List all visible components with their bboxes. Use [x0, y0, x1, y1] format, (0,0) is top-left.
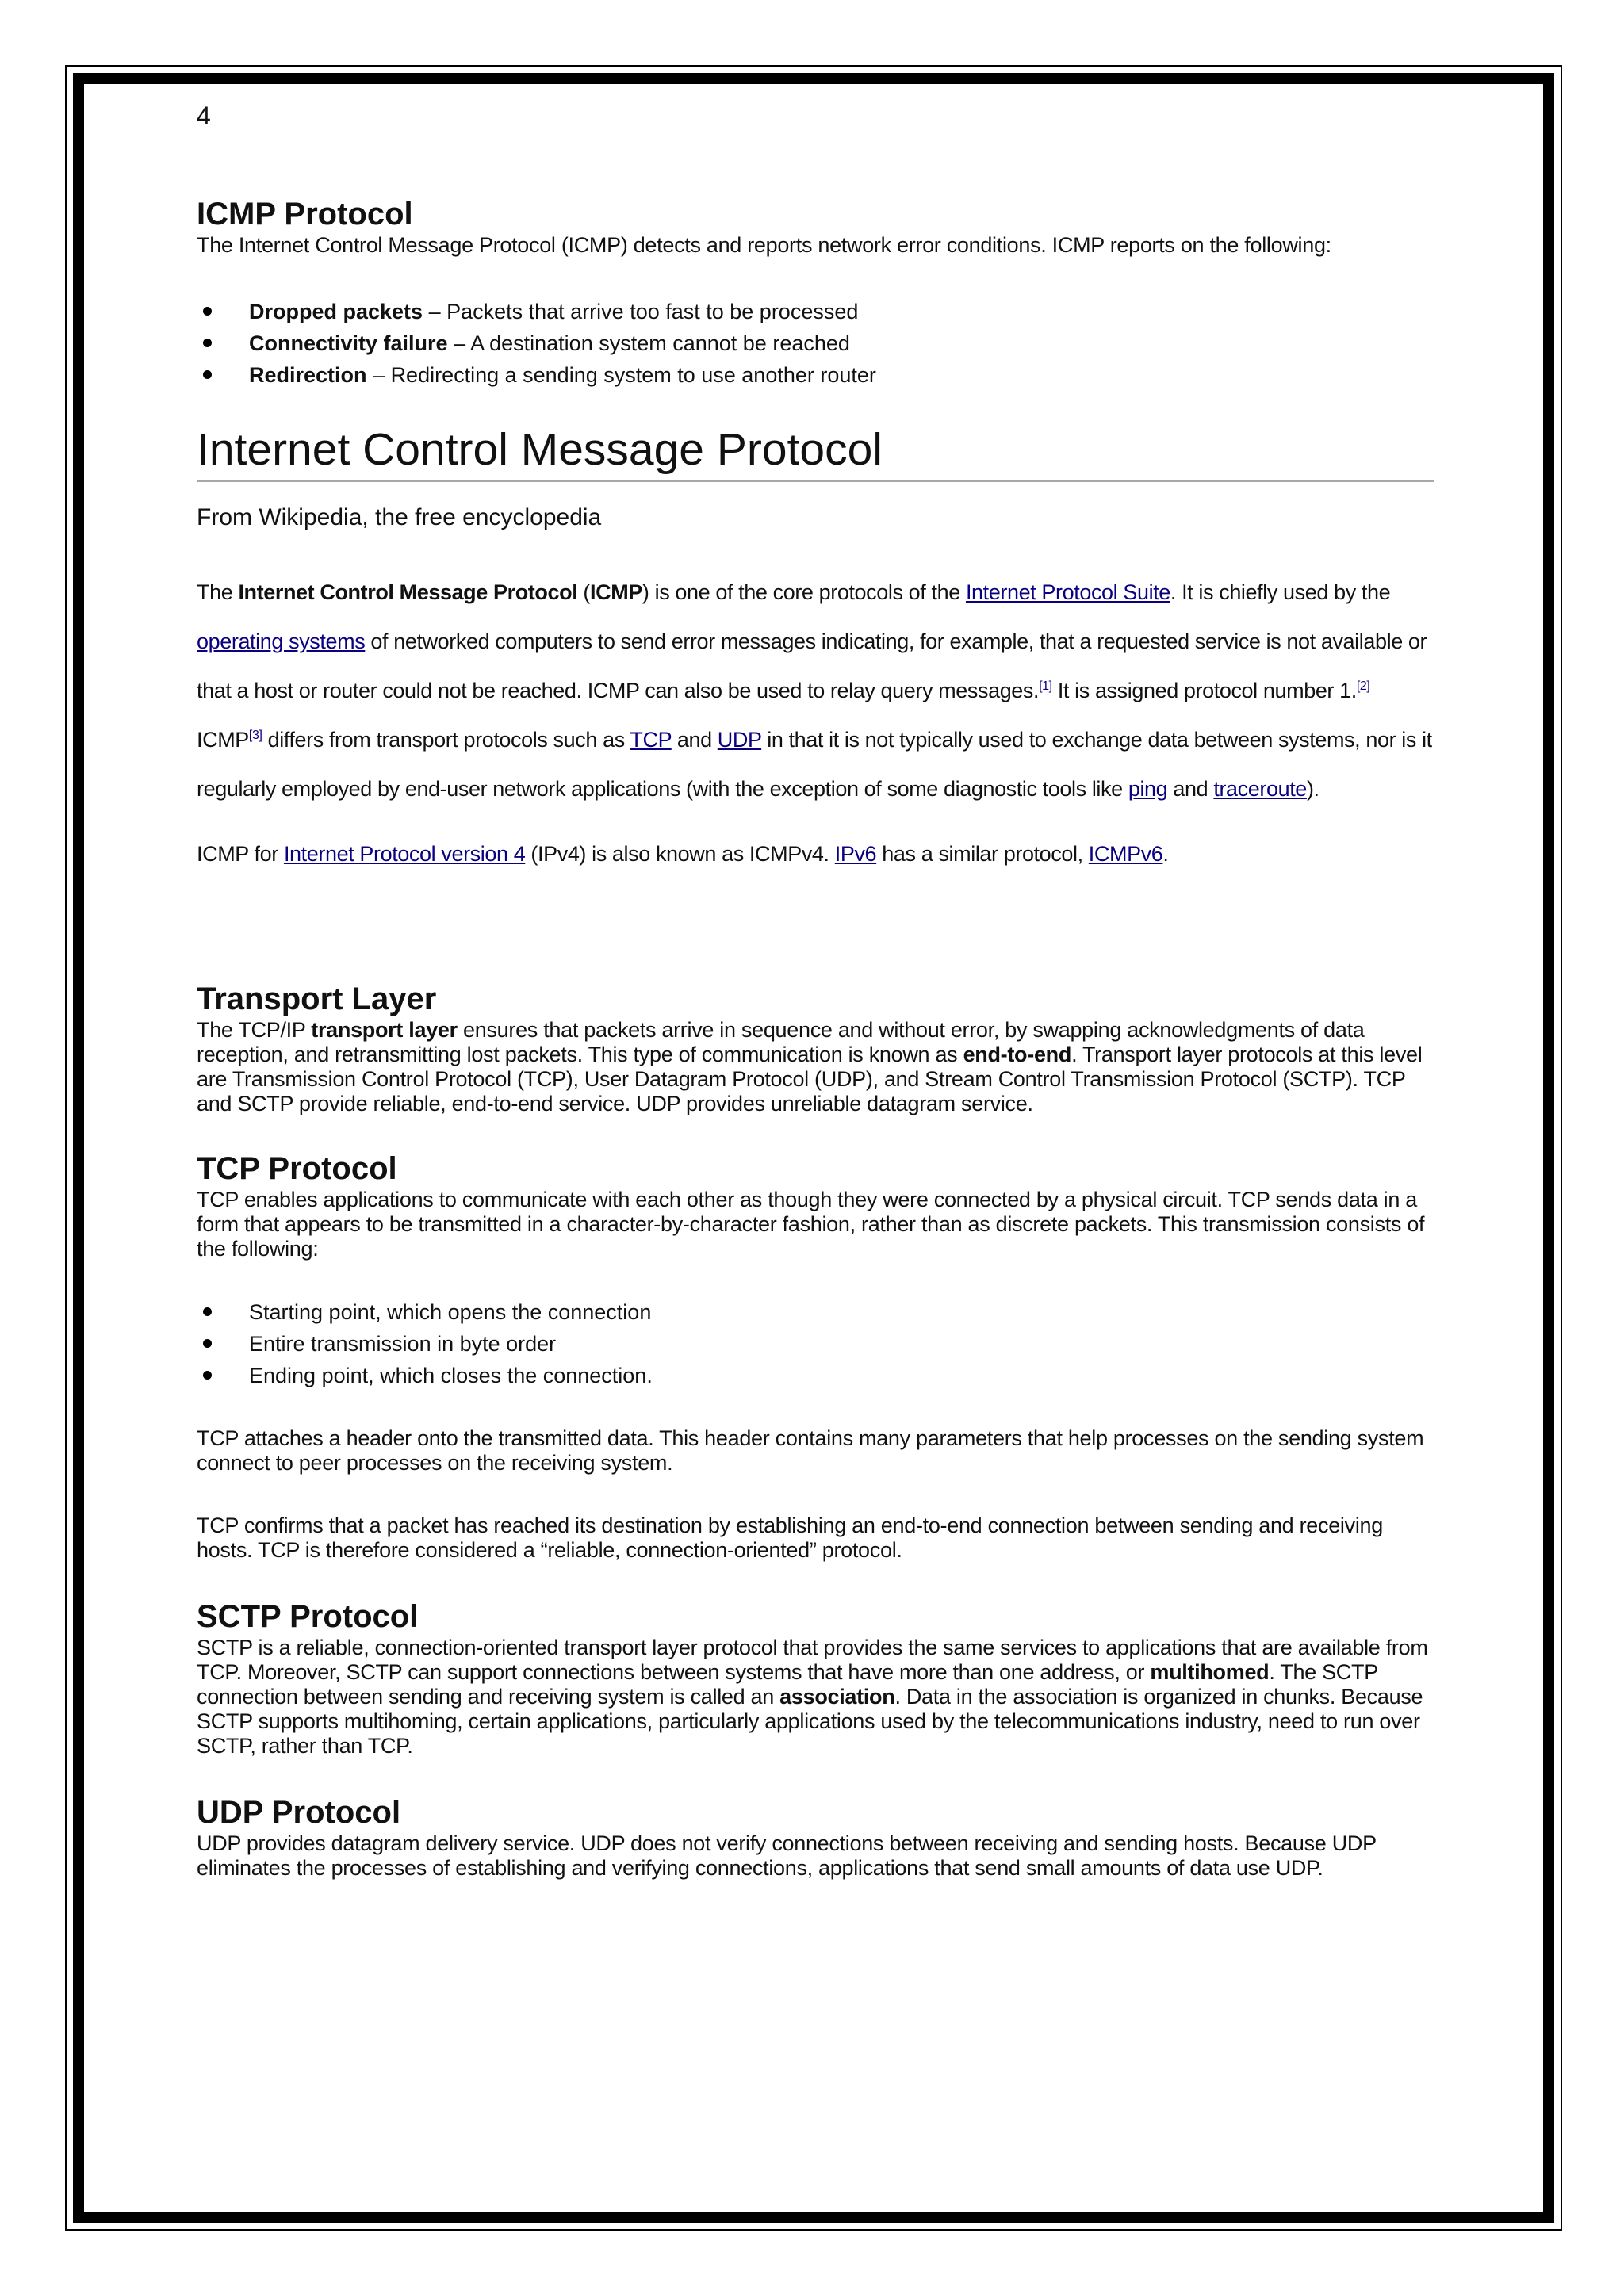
- transport-section: [197, 980, 1434, 1116]
- list-item: Entire transmission in byte order: [197, 1328, 1434, 1360]
- link-udp[interactable]: UDP: [717, 728, 762, 752]
- bullet-text: Redirecting a sending system to use another router: [390, 363, 876, 387]
- bold-term: Internet Control Message Protocol: [238, 580, 578, 604]
- tcp-paragraph-confirm: TCP confirms that a packet has reached its destination by establishing an end-to-end connection between sending and receiving hosts. TCP is therefore considered a “reliable, connection-oriented” protocol.: [197, 1513, 1383, 1562]
- transport-paragraph: [197, 1018, 1434, 1116]
- text-run: SCTP is a reliable, connection-oriented transport layer protocol that provides the same services to applications that are available from TCP. Moreover, SCTP can support connections between systems that have more than one address, or: [197, 1636, 1428, 1684]
- text-run: ensures that packets arrive in sequence and without error, by swapping acknowledgments of data reception, and retransmitting lost packets. This type of communication is known as: [197, 1018, 1365, 1066]
- bullet-text: A destination system cannot be reached: [470, 331, 850, 355]
- text-run: .: [1162, 842, 1169, 866]
- tcp-paragraph-header: TCP attaches a header onto the transmitted data. This header contains many parameters that help processes on the sending system connect to peer processes on the receiving system.: [197, 1426, 1424, 1475]
- link-internet-protocol-suite[interactable]: Internet Protocol Suite: [965, 580, 1170, 604]
- text-run: . Transport layer protocols at this level are Transmission Control Protocol (TCP), User Datagram Protocol (UDP), and Stream Control Transmission Protocol (SCTP). TCP and SCTP provide reliable, end-to-end service. UDP provides unreliable datagram service.: [197, 1043, 1423, 1115]
- udp-paragraph: UDP provides datagram delivery service. UDP does not verify connections between receiving and sending hosts. Because UDP eliminates the processes of establishing and verifying connections, applications that send small amounts of data use UDP.: [197, 1831, 1377, 1880]
- wiki-paragraph-1: [197, 568, 1434, 715]
- text-run: ).: [1306, 777, 1320, 801]
- text-run: of networked computers to send error messages indicating, for example, that a requested service is not available or that a host or router could not be reached. ICMP can also be used to relay query messages.: [197, 629, 1427, 702]
- link-ipv6[interactable]: IPv6: [834, 842, 877, 866]
- text-run: in that it is not typically used to exchange data between systems, nor is it regularly employed by end-user network applications (with the exception of some diagnostic tools like: [197, 728, 1432, 801]
- text-run: The TCP/IP: [197, 1018, 312, 1042]
- wiki-paragraph-2: [197, 715, 1434, 813]
- link-traceroute[interactable]: traceroute: [1213, 777, 1307, 801]
- icmp-bullet-list: [197, 296, 1434, 391]
- udp-heading: UDP Protocol: [197, 1795, 401, 1830]
- bold-term: association: [779, 1685, 895, 1709]
- text-run: The: [197, 580, 239, 604]
- page-content: [197, 95, 1434, 1881]
- text-run: ICMP for: [197, 842, 284, 866]
- wiki-paragraph-3: [197, 829, 1434, 878]
- bullet-separator: –: [447, 331, 471, 355]
- text-run: (: [577, 580, 590, 604]
- bullet-term: Connectivity failure: [249, 331, 448, 355]
- list-item: [197, 296, 1434, 327]
- bullet-separator: –: [366, 363, 391, 387]
- bullet-term: Redirection: [249, 363, 367, 387]
- bold-term: transport layer: [311, 1018, 458, 1042]
- sctp-section: [197, 1598, 1434, 1758]
- transport-heading: Transport Layer: [197, 982, 437, 1016]
- text-run: . It is chiefly used by the: [1170, 580, 1391, 604]
- list-item: [197, 327, 1434, 359]
- list-item: Ending point, which closes the connection.: [197, 1360, 1434, 1391]
- wiki-subtitle: From Wikipedia, the free encyclopedia: [197, 504, 602, 530]
- list-item: [197, 359, 1434, 391]
- icmp-intro: The Internet Control Message Protocol (ICMP) detects and reports network error conditions. ICMP reports on the following:: [197, 233, 1331, 257]
- text-run: (IPv4) is also known as ICMPv4.: [525, 842, 835, 866]
- bullet-separator: –: [423, 300, 447, 323]
- text-run: It is assigned protocol number 1.: [1051, 679, 1357, 702]
- text-run: ) is one of the core protocols of the: [642, 580, 966, 604]
- citation-link-3[interactable]: [3]: [248, 729, 262, 742]
- bullet-text: Packets that arrive too fast to be processed: [446, 300, 859, 323]
- text-run: has a similar protocol,: [876, 842, 1089, 866]
- citation-link-1[interactable]: [1]: [1039, 679, 1052, 693]
- link-ping[interactable]: ping: [1128, 777, 1168, 801]
- text-run: and: [671, 728, 718, 752]
- tcp-bullet-list: [197, 1296, 1434, 1391]
- sctp-paragraph: [197, 1636, 1434, 1758]
- text-run: and: [1167, 777, 1214, 801]
- bold-term: multihomed: [1150, 1660, 1270, 1684]
- link-operating-systems[interactable]: operating systems: [197, 629, 366, 653]
- tcp-section: [197, 1150, 1434, 1563]
- bold-term: end-to-end: [963, 1043, 1072, 1066]
- text-run: ICMP: [197, 728, 249, 752]
- icmp-section: [197, 195, 1434, 391]
- list-item: Starting point, which opens the connection: [197, 1296, 1434, 1328]
- wiki-section: [197, 423, 1434, 878]
- icmp-heading: ICMP Protocol: [197, 197, 413, 232]
- tcp-heading: TCP Protocol: [197, 1151, 397, 1186]
- page-number: 4: [197, 101, 211, 130]
- link-tcp[interactable]: TCP: [630, 728, 672, 752]
- bullet-term: Dropped packets: [249, 300, 423, 323]
- text-run: . Data in the association is organized in chunks. Because SCTP supports multihoming, certain applications, particularly applications used by the telecommunications industry, need to run over SCTP, rather than TCP.: [197, 1685, 1423, 1758]
- link-ipv4[interactable]: Internet Protocol version 4: [283, 842, 526, 866]
- link-icmpv6[interactable]: ICMPv6: [1088, 842, 1163, 866]
- wiki-title: Internet Control Message Protocol: [197, 423, 1434, 482]
- citation-link-2[interactable]: [2]: [1356, 679, 1370, 693]
- udp-section: [197, 1793, 1434, 1881]
- text-run: differs from transport protocols such as: [262, 728, 630, 752]
- sctp-heading: SCTP Protocol: [197, 1599, 419, 1634]
- bold-term: ICMP: [590, 580, 642, 604]
- tcp-intro: TCP enables applications to communicate with each other as though they were connected by a physical circuit. TCP sends data in a form that appears to be transmitted in a character-by-character fashion, rather than as discrete packets. This transmission consists of the following:: [197, 1188, 1425, 1261]
- text-run: . The SCTP connection between sending and receiving system is called an: [197, 1660, 1378, 1709]
